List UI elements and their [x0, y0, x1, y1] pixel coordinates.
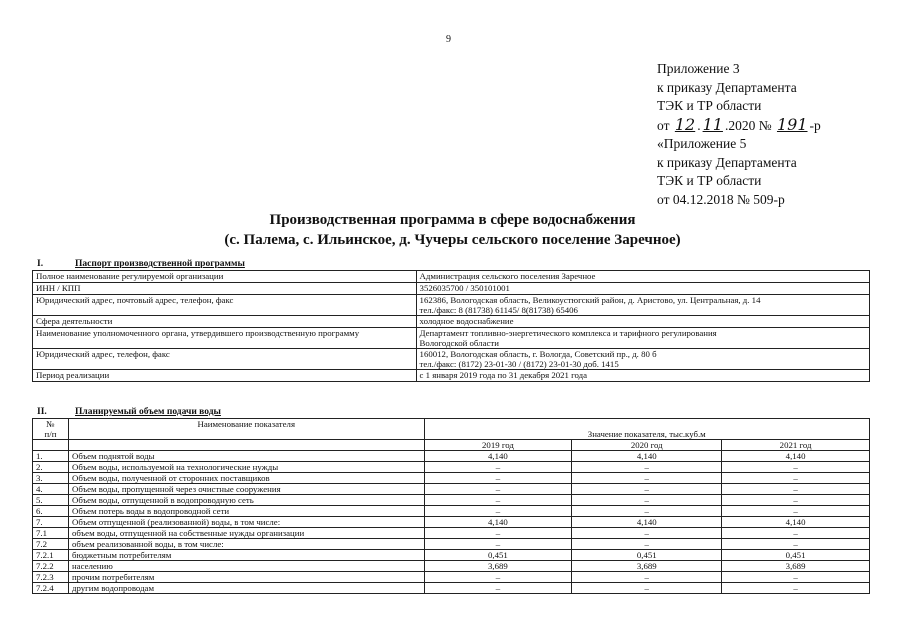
row-value: – — [722, 473, 870, 484]
row-indicator-name: населению — [68, 561, 424, 572]
row-indicator-name: объем воды, отпущенной на собственные нужды организации — [68, 528, 424, 539]
appendix-order-line: от 12 . 11 .2020 № 191 -р — [657, 114, 821, 134]
passport-value: 162386, Вологодская область, Великоустюгский район, д. Аристово, ул. Центральная, д. 14 тел./факс: 8 (81738) 61145/ 8(81738) 65406 — [416, 295, 869, 316]
section2-title: Планируемый объем подачи воды — [75, 407, 221, 417]
table-row — [33, 484, 870, 495]
passport-label: ИНН / КПП — [33, 283, 417, 295]
row-number: 7.1 — [33, 528, 69, 539]
row-value: 0,451 — [722, 550, 870, 561]
row-indicator-name: бюджетным потребителям — [68, 550, 424, 561]
table-row — [33, 561, 870, 572]
table-row — [33, 539, 870, 550]
row-number: 1. — [33, 451, 69, 462]
row-value: – — [424, 495, 572, 506]
row-value: – — [572, 462, 722, 473]
passport-table-body — [33, 271, 870, 382]
year-header: 2021 год — [722, 440, 870, 451]
passport-row — [33, 295, 870, 316]
passport-value: холодное водоснабжение — [416, 316, 869, 328]
row-value: – — [722, 583, 870, 594]
row-value: – — [424, 484, 572, 495]
section1-number: I. — [37, 259, 44, 269]
row-value: 4,140 — [424, 451, 572, 462]
col-number-header: № п/п — [33, 419, 69, 440]
row-value: – — [572, 539, 722, 550]
passport-value: 160012, Вологодская область, г. Вологда, Советский пр., д. 80 б тел./факс: (8172) 23-01-30 / (8172) 23-01-30 доб. 1415 — [416, 349, 869, 370]
year-header: 2019 год — [424, 440, 572, 451]
row-value: – — [722, 506, 870, 517]
document-subtitle: (с. Палема, с. Ильинское, д. Чучеры сельского поселение Заречное) — [224, 232, 681, 248]
row-value: – — [722, 539, 870, 550]
col-value-header: Значение показателя, тыс.куб.м — [424, 419, 869, 440]
row-indicator-name: Объем воды, полученной от сторонних поставщиков — [68, 473, 424, 484]
appendix-line: к приказу Департамента — [657, 154, 797, 170]
table-row — [33, 528, 870, 539]
order-year: .2020 № — [724, 117, 772, 133]
passport-value: Администрация сельского поселения Заречное — [416, 271, 869, 283]
row-value: – — [572, 473, 722, 484]
passport-row — [33, 328, 870, 349]
page-number: 9 — [446, 34, 451, 45]
order-day-handwritten: 12 — [674, 114, 696, 134]
table-row — [33, 473, 870, 484]
row-value: 4,140 — [424, 517, 572, 528]
row-value: – — [572, 484, 722, 495]
appendix-line: ТЭК и ТР области — [657, 173, 762, 188]
order-number-handwritten: 191 — [776, 114, 808, 134]
water-volume-table — [32, 418, 870, 594]
row-number: 5. — [33, 495, 69, 506]
row-indicator-name: прочим потребителям — [68, 572, 424, 583]
table-row — [33, 451, 870, 462]
col-name-header: Наименование показателя — [68, 419, 424, 440]
table-row — [33, 462, 870, 473]
row-value: 0,451 — [572, 550, 722, 561]
order-month-handwritten: 11 — [702, 114, 723, 134]
table-row — [33, 495, 870, 506]
row-value: 4,140 — [722, 451, 870, 462]
appendix-line: Приложение 3 — [657, 61, 740, 76]
row-value: 4,140 — [722, 517, 870, 528]
passport-label: Период реализации — [33, 370, 417, 382]
row-number: 7. — [33, 517, 69, 528]
row-value: – — [424, 539, 572, 550]
row-value: – — [572, 528, 722, 539]
row-value: – — [424, 572, 572, 583]
passport-label: Юридический адрес, почтовый адрес, телефон, факс — [33, 295, 417, 316]
row-value: 4,140 — [572, 517, 722, 528]
row-number: 4. — [33, 484, 69, 495]
row-indicator-name: Объем воды, пропущенной через очистные сооружения — [68, 484, 424, 495]
row-indicator-name: другим водопроводам — [68, 583, 424, 594]
table-row — [33, 583, 870, 594]
order-suffix: -р — [809, 117, 821, 133]
row-indicator-name: Объем отпущенной (реализованной) воды, в том числе: — [68, 517, 424, 528]
passport-row — [33, 271, 870, 283]
row-value: 3,689 — [424, 561, 572, 572]
order-prefix: от — [657, 117, 670, 133]
appendix-line: от 04.12.2018 № 509-р — [657, 191, 785, 207]
passport-row — [33, 283, 870, 295]
row-number: 6. — [33, 506, 69, 517]
year-header: 2020 год — [572, 440, 722, 451]
passport-label: Юридический адрес, телефон, факс — [33, 349, 417, 370]
passport-table — [32, 270, 870, 382]
passport-label: Наименование уполномоченного органа, утвердившего производственную программу — [33, 328, 417, 349]
passport-label: Полное наименование регулируемой организации — [33, 271, 417, 283]
row-value: – — [424, 462, 572, 473]
section1-title: Паспорт производственной программы — [75, 259, 245, 269]
passport-value: с 1 января 2019 года по 31 декабря 2021 года — [416, 370, 869, 382]
appendix-line: «Приложение 5 — [657, 136, 747, 151]
row-value: – — [722, 572, 870, 583]
row-number: 3. — [33, 473, 69, 484]
row-value: – — [572, 506, 722, 517]
passport-row — [33, 370, 870, 382]
section2-heading — [37, 407, 221, 417]
row-value: – — [424, 506, 572, 517]
row-number: 7.2.4 — [33, 583, 69, 594]
passport-row — [33, 316, 870, 328]
document-title: Производственная программа в сфере водоснабжения — [269, 212, 636, 228]
row-value: – — [722, 528, 870, 539]
passport-label: Сфера деятельности — [33, 316, 417, 328]
row-value: – — [722, 495, 870, 506]
row-number: 2. — [33, 462, 69, 473]
row-indicator-name: Объем потерь воды в водопроводной сети — [68, 506, 424, 517]
row-number: 7.2.2 — [33, 561, 69, 572]
row-number: 7.2 — [33, 539, 69, 550]
row-value: 4,140 — [572, 451, 722, 462]
row-indicator-name: Объем воды, используемой на технологические нужды — [68, 462, 424, 473]
row-value: – — [722, 484, 870, 495]
row-value: – — [424, 583, 572, 594]
year-header-row — [33, 440, 870, 451]
appendix-line: к приказу Департамента — [657, 79, 797, 95]
row-indicator-name: объем реализованной воды, в том числе: — [68, 539, 424, 550]
row-value: – — [424, 473, 572, 484]
row-number: 7.2.1 — [33, 550, 69, 561]
row-value: – — [424, 528, 572, 539]
table-row — [33, 506, 870, 517]
section1-heading — [37, 259, 245, 269]
table-row — [33, 550, 870, 561]
passport-row — [33, 349, 870, 370]
row-value: – — [572, 583, 722, 594]
appendix-line: ТЭК и ТР области — [657, 98, 762, 113]
section2-number: II. — [37, 407, 47, 417]
row-number: 7.2.3 — [33, 572, 69, 583]
table-row — [33, 572, 870, 583]
row-indicator-name: Объем поднятой воды — [68, 451, 424, 462]
water-volume-table-body — [33, 440, 870, 594]
row-value: – — [572, 572, 722, 583]
row-indicator-name: Объем воды, отпущенной в водопроводную сеть — [68, 495, 424, 506]
appendix-block — [657, 60, 821, 209]
row-value: – — [572, 495, 722, 506]
row-value: 3,689 — [722, 561, 870, 572]
passport-value: Департамент топливно-энергетического комплекса и тарифного регулирования Вологодской области — [416, 328, 869, 349]
row-value: 3,689 — [572, 561, 722, 572]
row-value: 0,451 — [424, 550, 572, 561]
table-row — [33, 517, 870, 528]
passport-value: 3526035700 / 350101001 — [416, 283, 869, 295]
row-value: – — [722, 462, 870, 473]
